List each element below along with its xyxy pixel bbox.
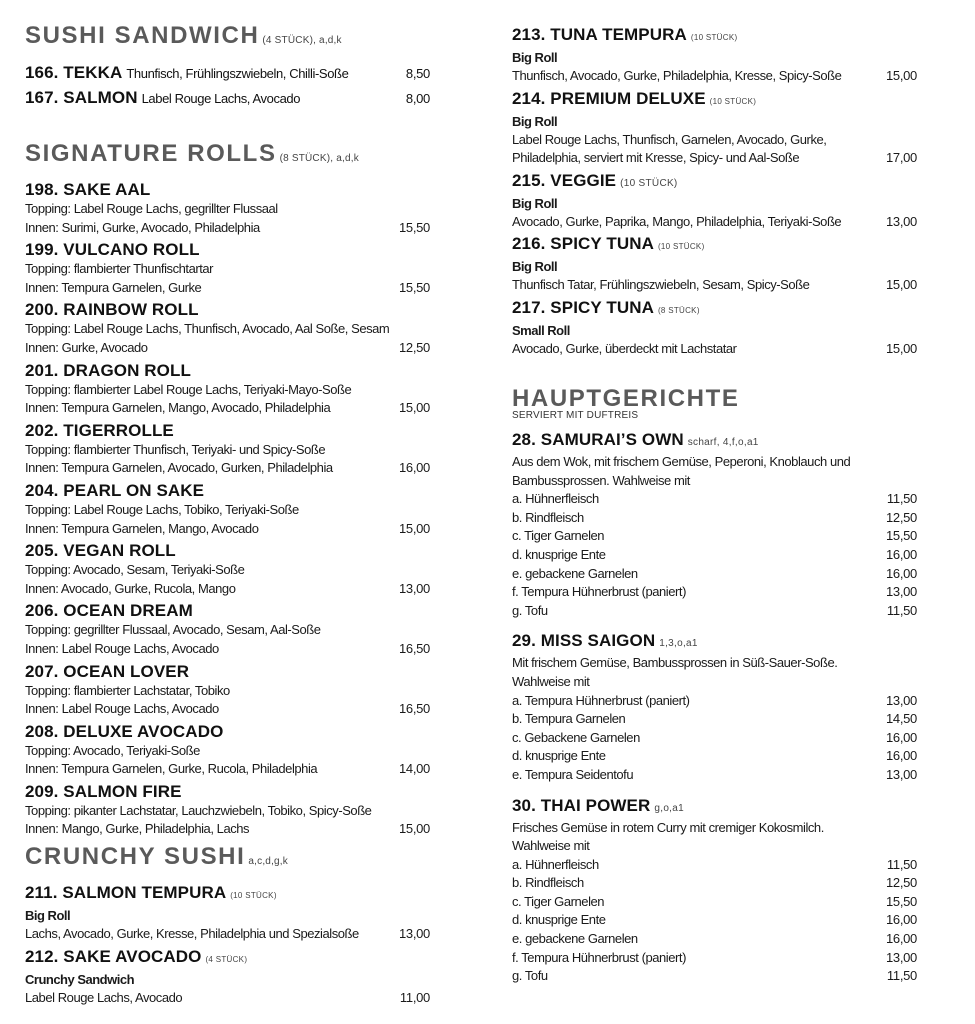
- item-price: 12,50: [398, 339, 430, 355]
- menu-section: [512, 22, 917, 359]
- item-description-line: [25, 700, 430, 719]
- section-heading: [25, 22, 430, 55]
- item-title: [512, 429, 759, 453]
- option-price: 14,50: [885, 711, 917, 727]
- item-description-line: [25, 621, 430, 640]
- item-note: 1,3,o,a1: [659, 638, 698, 650]
- item-option: [512, 893, 917, 912]
- item-title-row: [512, 170, 917, 194]
- item-name: 206. OCEAN DREAM: [25, 601, 193, 621]
- menu-section-signature-rolls: [25, 140, 430, 839]
- option-label: e. Tempura Seidentofu: [512, 766, 634, 782]
- item-price: 11,00: [399, 989, 430, 1005]
- item-title-row: [512, 429, 917, 453]
- item-option: [512, 747, 917, 766]
- item-subtitle: Big Roll: [512, 195, 558, 211]
- item-title: [25, 87, 300, 109]
- item-note: (10 STÜCK): [709, 96, 757, 106]
- item-option: [512, 546, 917, 565]
- menu-section-hauptgerichte: [512, 385, 917, 996]
- item-title-row: [512, 233, 917, 257]
- item-description-line: [25, 200, 430, 219]
- option-label: b. Rindfleisch: [512, 509, 584, 525]
- item-note: (4 STÜCK): [205, 954, 248, 964]
- item-description-line: [512, 340, 917, 359]
- item-description-line: [25, 580, 430, 599]
- menu-column-left: [25, 0, 430, 1024]
- item-option: [512, 967, 917, 986]
- menu-item: [25, 480, 430, 538]
- menu-item: [25, 360, 430, 418]
- menu-item: [512, 170, 917, 232]
- option-price: 16,00: [885, 729, 917, 745]
- item-title-row: [25, 721, 430, 742]
- item-description: Innen: Tempura Garnelen, Mango, Avocado: [25, 520, 259, 536]
- item-description: Innen: Tempura Garnelen, Mango, Avocado, Philadelphia: [25, 400, 331, 416]
- menu-item: [25, 420, 430, 478]
- item-note: (10 STÜCK): [690, 33, 738, 42]
- item-title: [25, 480, 204, 501]
- item-description: Lachs, Avocado, Gurke, Kresse, Philadelphia und Spezialsoße: [25, 926, 359, 941]
- option-label: a. Hühnerfleisch: [512, 491, 599, 507]
- section-note: (8 STÜCK), a,d,k: [279, 153, 359, 164]
- item-option: [512, 874, 917, 893]
- item-name: 204. PEARL ON SAKE: [25, 480, 205, 500]
- item-name: 28. SAMURAI’S OWN: [512, 430, 684, 449]
- item-description: Topping: Label Rouge Lachs, gegrillter Flussaal: [25, 201, 278, 216]
- menu-column-right: [512, 0, 917, 1024]
- item-description: Topping: Avocado, Teriyaki-Soße: [25, 742, 200, 758]
- item-description: Innen: Label Rouge Lachs, Avocado: [25, 701, 219, 717]
- item-description: Topping: flambierter Thunfischtartar: [25, 261, 214, 277]
- option-label: g. Tofu: [512, 602, 548, 618]
- item-option: [512, 602, 917, 621]
- item-description: Topping: gegrillter Flussaal, Avocado, Sesam, Aal-Soße: [25, 622, 321, 638]
- item-option: [512, 856, 917, 875]
- option-price: 13,00: [885, 692, 917, 708]
- item-price: 14,00: [398, 761, 430, 777]
- item-description: Thunfisch, Avocado, Gurke, Philadelphia, Kresse, Spicy-Soße: [512, 68, 842, 83]
- item-description-line: [512, 149, 917, 168]
- menu-section-crunchy-sushi: [25, 843, 430, 1007]
- item-price: 16,00: [398, 460, 430, 476]
- section-heading: [25, 140, 430, 173]
- item-description-line: [25, 640, 430, 659]
- menu-item: [25, 721, 430, 779]
- option-label: c. Tiger Garnelen: [512, 893, 605, 909]
- item-name: 167. SALMON: [25, 88, 138, 107]
- item-note: (10 STÜCK): [230, 891, 277, 900]
- section-title: SUSHI SANDWICH: [25, 22, 260, 49]
- item-option: [512, 583, 917, 602]
- item-price: 15,00: [885, 340, 917, 356]
- item-description-line: [25, 441, 430, 460]
- item-name: 214. PREMIUM DELUXE: [512, 88, 706, 108]
- item-price: 15,50: [398, 219, 430, 235]
- item-description-line: [25, 925, 430, 944]
- item-description: Innen: Tempura Garnelen, Gurke: [25, 279, 202, 295]
- item-description: Frisches Gemüse in rotem Curry mit cremiger Kokosmilch.: [512, 819, 824, 835]
- menu-item: [512, 88, 917, 168]
- item-description-line: [25, 760, 430, 779]
- item-description-line: [25, 501, 430, 520]
- item-title-row: [25, 87, 430, 109]
- item-title-row: [25, 882, 430, 906]
- item-title: [25, 721, 223, 742]
- item-subtitle: Big Roll: [512, 50, 558, 65]
- item-description: Topping: Label Rouge Lachs, Tobiko, Teriyaki-Soße: [25, 501, 299, 517]
- item-description: Wahlweise mit: [512, 673, 590, 689]
- item-title: [25, 882, 277, 906]
- option-price: 16,00: [885, 912, 917, 928]
- item-description: Label Rouge Lachs, Thunfisch, Garnelen, Avocado, Gurke,: [512, 131, 827, 147]
- item-description-line: [25, 820, 430, 839]
- item-note: g,o,a1: [654, 802, 684, 814]
- item-subtitle: Crunchy Sandwich: [25, 971, 135, 987]
- item-name: 217. SPICY TUNA: [512, 297, 654, 317]
- item-title: [25, 600, 193, 621]
- item-title-row: [25, 946, 430, 970]
- item-description: Topping: Label Rouge Lachs, Thunfisch, Avocado, Aal Soße, Sesam: [25, 321, 390, 337]
- item-title: [25, 781, 182, 802]
- item-description: Aus dem Wok, mit frischem Gemüse, Peperoni, Knoblauch und: [512, 454, 851, 469]
- item-title-row: [25, 480, 430, 501]
- item-description-line: [25, 802, 430, 821]
- item-description-line: [25, 682, 430, 701]
- item-description: Philadelphia, serviert mit Kresse, Spicy- und Aal-Soße: [512, 150, 800, 166]
- item-description: Innen: Label Rouge Lachs, Avocado: [25, 640, 219, 656]
- item-title-row: [25, 360, 430, 381]
- option-price: 13,00: [885, 766, 917, 782]
- item-description-line: [25, 459, 430, 478]
- item-description-line: [512, 213, 917, 232]
- item-title-row: [512, 297, 917, 321]
- item-price: 15,00: [398, 400, 430, 416]
- menu-item: [25, 87, 430, 109]
- option-label: d. knusprige Ente: [512, 912, 606, 928]
- option-label: g. Tofu: [512, 968, 548, 984]
- option-label: d. knusprige Ente: [512, 748, 606, 764]
- item-title: [25, 360, 191, 381]
- item-title-row: [512, 24, 917, 48]
- item-subtitle: Big Roll: [25, 908, 71, 923]
- item-description-line: [512, 819, 917, 838]
- item-description: Innen: Mango, Gurke, Philadelphia, Lachs: [25, 821, 250, 837]
- section-title: SIGNATURE ROLLS: [25, 140, 277, 167]
- menu-item: [512, 297, 917, 359]
- item-title: [25, 661, 189, 682]
- item-description: Topping: pikanter Lachstatar, Lauchzwiebeln, Tobiko, Spicy-Soße: [25, 802, 372, 818]
- item-title-row: [25, 179, 430, 200]
- menu-item: [25, 946, 430, 1008]
- item-description-line: [25, 260, 430, 279]
- menu-section-sushi-sandwich: [25, 22, 430, 109]
- section-heading: [512, 385, 917, 413]
- item-description: Avocado, Gurke, überdeckt mit Lachstatar: [512, 340, 737, 356]
- option-label: c. Tiger Garnelen: [512, 528, 605, 544]
- item-title: [25, 239, 200, 260]
- menu-item: [25, 661, 430, 719]
- option-price: 11,50: [886, 968, 917, 984]
- item-name: 205. VEGAN ROLL: [25, 541, 176, 561]
- menu-item: [25, 179, 430, 237]
- item-name: 29. MISS SAIGON: [512, 631, 656, 651]
- item-description: Bambussprossen. Wahlweise mit: [512, 472, 690, 488]
- item-name: 208. DELUXE AVOCADO: [25, 721, 224, 741]
- item-description: Label Rouge Lachs, Avocado: [141, 91, 301, 106]
- item-name: 207. OCEAN LOVER: [25, 661, 190, 681]
- item-price: 13,00: [398, 580, 430, 596]
- item-title-row: [25, 420, 430, 441]
- item-title: [512, 233, 705, 257]
- item-subtitle: Small Roll: [512, 322, 570, 338]
- item-option: [512, 692, 917, 711]
- item-description-line: [25, 381, 430, 400]
- item-title: [512, 630, 698, 654]
- menu-item: [512, 630, 917, 784]
- option-price: 15,50: [885, 528, 917, 544]
- option-label: f. Tempura Hühnerbrust (paniert): [512, 584, 686, 600]
- option-label: a. Tempura Hühnerbrust (paniert): [512, 692, 690, 708]
- menu-item: [512, 429, 917, 620]
- menu-item: [25, 540, 430, 598]
- item-name: 211. SALMON TEMPURA: [25, 883, 227, 902]
- option-label: b. Tempura Garnelen: [512, 711, 626, 727]
- item-title: [25, 62, 348, 84]
- option-price: 13,00: [885, 584, 917, 600]
- item-option: [512, 911, 917, 930]
- item-title: [512, 170, 678, 194]
- item-subtitle: Big Roll: [512, 113, 558, 129]
- item-name: 166. TEKKA: [25, 63, 123, 82]
- item-description: Topping: flambierter Label Rouge Lachs, Teriyaki-Mayo-Soße: [25, 381, 352, 397]
- item-price: 16,50: [398, 640, 430, 656]
- section-subtitle: SERVIERT MIT DUFTREIS: [512, 410, 639, 421]
- menu-item: [25, 600, 430, 658]
- item-option: [512, 766, 917, 785]
- item-description-line: [25, 520, 430, 539]
- item-description-line: [512, 276, 917, 295]
- menu-item: [512, 795, 917, 986]
- menu-item: [25, 62, 430, 84]
- item-name: 209. SALMON FIRE: [25, 781, 182, 801]
- item-description: Innen: Tempura Garnelen, Avocado, Gurken, Philadelphia: [25, 460, 333, 476]
- option-price: 16,00: [885, 931, 917, 947]
- item-description: Innen: Gurke, Avocado: [25, 339, 148, 355]
- section-note: a,c,d,g,k: [248, 856, 288, 867]
- item-option: [512, 949, 917, 968]
- item-note: scharf, 4,f,o,a1: [687, 437, 759, 448]
- item-price: 8,00: [405, 91, 430, 106]
- item-description-line: [512, 837, 917, 856]
- option-price: 11,50: [886, 602, 917, 618]
- option-price: 13,00: [885, 949, 917, 965]
- option-label: a. Hühnerfleisch: [512, 856, 599, 872]
- item-title-row: [512, 795, 917, 819]
- option-price: 11,50: [886, 491, 917, 507]
- item-title: [25, 179, 150, 200]
- item-description: Avocado, Gurke, Paprika, Mango, Philadelphia, Teriyaki-Soße: [512, 213, 842, 229]
- item-price: 17,00: [885, 150, 917, 166]
- menu-item: [25, 239, 430, 297]
- option-price: 12,50: [885, 509, 917, 525]
- item-name: 202. TIGERROLLE: [25, 420, 174, 440]
- option-label: e. gebackene Garnelen: [512, 565, 638, 581]
- option-label: f. Tempura Hühnerbrust (paniert): [512, 949, 686, 965]
- item-description-line: [512, 472, 917, 491]
- item-option: [512, 930, 917, 949]
- item-option: [512, 527, 917, 546]
- item-note: (10 STÜCK): [620, 177, 678, 189]
- item-description-line: [25, 279, 430, 298]
- item-description: Thunfisch, Frühlingszwiebeln, Chilli-Soße: [126, 66, 349, 81]
- item-subtitle: Big Roll: [512, 259, 558, 275]
- item-name: 212. SAKE AVOCADO: [25, 946, 202, 966]
- item-name: 216. SPICY TUNA: [512, 234, 654, 254]
- menu-item: [25, 299, 430, 357]
- menu-item: [25, 882, 430, 944]
- section-title: CRUNCHY SUSHI: [25, 843, 246, 870]
- item-title: [25, 540, 176, 561]
- item-price: 13,00: [885, 213, 917, 229]
- item-description: Innen: Avocado, Gurke, Rucola, Mango: [25, 580, 236, 596]
- item-title-row: [512, 630, 917, 654]
- item-price: 15,00: [885, 277, 917, 293]
- item-option: [512, 565, 917, 584]
- option-price: 12,50: [885, 875, 917, 891]
- item-note: (8 STÜCK): [657, 305, 700, 315]
- item-description-line: [25, 339, 430, 358]
- item-description-line: [25, 742, 430, 761]
- section-note: (4 STÜCK), a,d,k: [262, 35, 342, 46]
- item-description: Thunfisch Tatar, Frühlingszwiebeln, Sesam, Spicy-Soße: [512, 277, 810, 293]
- item-description-line: [25, 320, 430, 339]
- item-description-line: [512, 654, 917, 673]
- item-title-row: [25, 299, 430, 320]
- item-name: 200. RAINBOW ROLL: [25, 300, 199, 320]
- menu-item: [25, 781, 430, 839]
- option-price: 16,00: [885, 546, 917, 562]
- item-title: [25, 946, 247, 970]
- option-price: 16,00: [885, 565, 917, 581]
- item-title: [512, 88, 756, 112]
- item-description-line: [25, 561, 430, 580]
- item-name: 213. TUNA TEMPURA: [512, 25, 687, 44]
- item-title: [512, 297, 700, 321]
- item-price: 15,00: [398, 821, 430, 837]
- item-description-line: [25, 399, 430, 418]
- section-title: HAUPTGERICHTE: [512, 385, 740, 412]
- item-name: 30. THAI POWER: [512, 795, 651, 815]
- item-name: 201. DRAGON ROLL: [25, 360, 191, 380]
- item-option: [512, 710, 917, 729]
- item-description: Innen: Surimi, Gurke, Avocado, Philadelphia: [25, 219, 260, 235]
- item-price: 16,50: [398, 701, 430, 717]
- item-description-line: [25, 219, 430, 238]
- option-price: 15,50: [885, 893, 917, 909]
- option-label: d. knusprige Ente: [512, 546, 606, 562]
- item-description: Topping: flambierter Thunfisch, Teriyaki- und Spicy-Soße: [25, 441, 326, 457]
- item-description: Topping: Avocado, Sesam, Teriyaki-Soße: [25, 562, 245, 578]
- option-price: 16,00: [885, 748, 917, 764]
- section-heading: [25, 843, 430, 876]
- item-title-row: [512, 88, 917, 112]
- item-title-row: [25, 239, 430, 260]
- item-price: 8,50: [405, 66, 430, 81]
- item-option: [512, 729, 917, 748]
- item-description: Wahlweise mit: [512, 838, 590, 854]
- item-name: 199. VULCANO ROLL: [25, 240, 200, 260]
- item-description-line: [25, 989, 430, 1008]
- item-option: [512, 509, 917, 528]
- item-title: [25, 420, 174, 441]
- menu-item: [512, 233, 917, 295]
- item-price: 13,00: [398, 926, 430, 941]
- item-price: 15,00: [398, 520, 430, 536]
- option-label: b. Rindfleisch: [512, 875, 584, 891]
- item-title-row: [25, 62, 430, 84]
- item-description-line: [512, 673, 917, 692]
- item-title: [512, 24, 737, 48]
- item-price: 15,00: [885, 68, 917, 83]
- item-description-line: [512, 131, 917, 150]
- item-description: Mit frischem Gemüse, Bambussprossen in Süß-Sauer-Soße.: [512, 655, 838, 671]
- item-title-row: [25, 781, 430, 802]
- option-label: e. gebackene Garnelen: [512, 931, 638, 947]
- item-description-line: [512, 67, 917, 86]
- item-description: Innen: Tempura Garnelen, Gurke, Rucola, Philadelphia: [25, 761, 318, 777]
- item-note: (10 STÜCK): [657, 242, 705, 252]
- item-title-row: [25, 540, 430, 561]
- option-label: c. Gebackene Garnelen: [512, 729, 640, 745]
- item-description: Topping: flambierter Lachstatar, Tobiko: [25, 682, 230, 698]
- option-price: 11,50: [886, 856, 917, 872]
- item-description-line: [512, 453, 917, 472]
- item-title-row: [25, 600, 430, 621]
- item-title-row: [25, 661, 430, 682]
- item-description: Label Rouge Lachs, Avocado: [25, 989, 183, 1005]
- item-name: 198. SAKE AAL: [25, 180, 151, 199]
- item-title: [25, 299, 199, 320]
- item-name: 215. VEGGIE: [512, 170, 617, 190]
- item-price: 15,50: [398, 279, 430, 295]
- item-option: [512, 490, 917, 509]
- menu-item: [512, 24, 917, 86]
- item-title: [512, 795, 684, 819]
